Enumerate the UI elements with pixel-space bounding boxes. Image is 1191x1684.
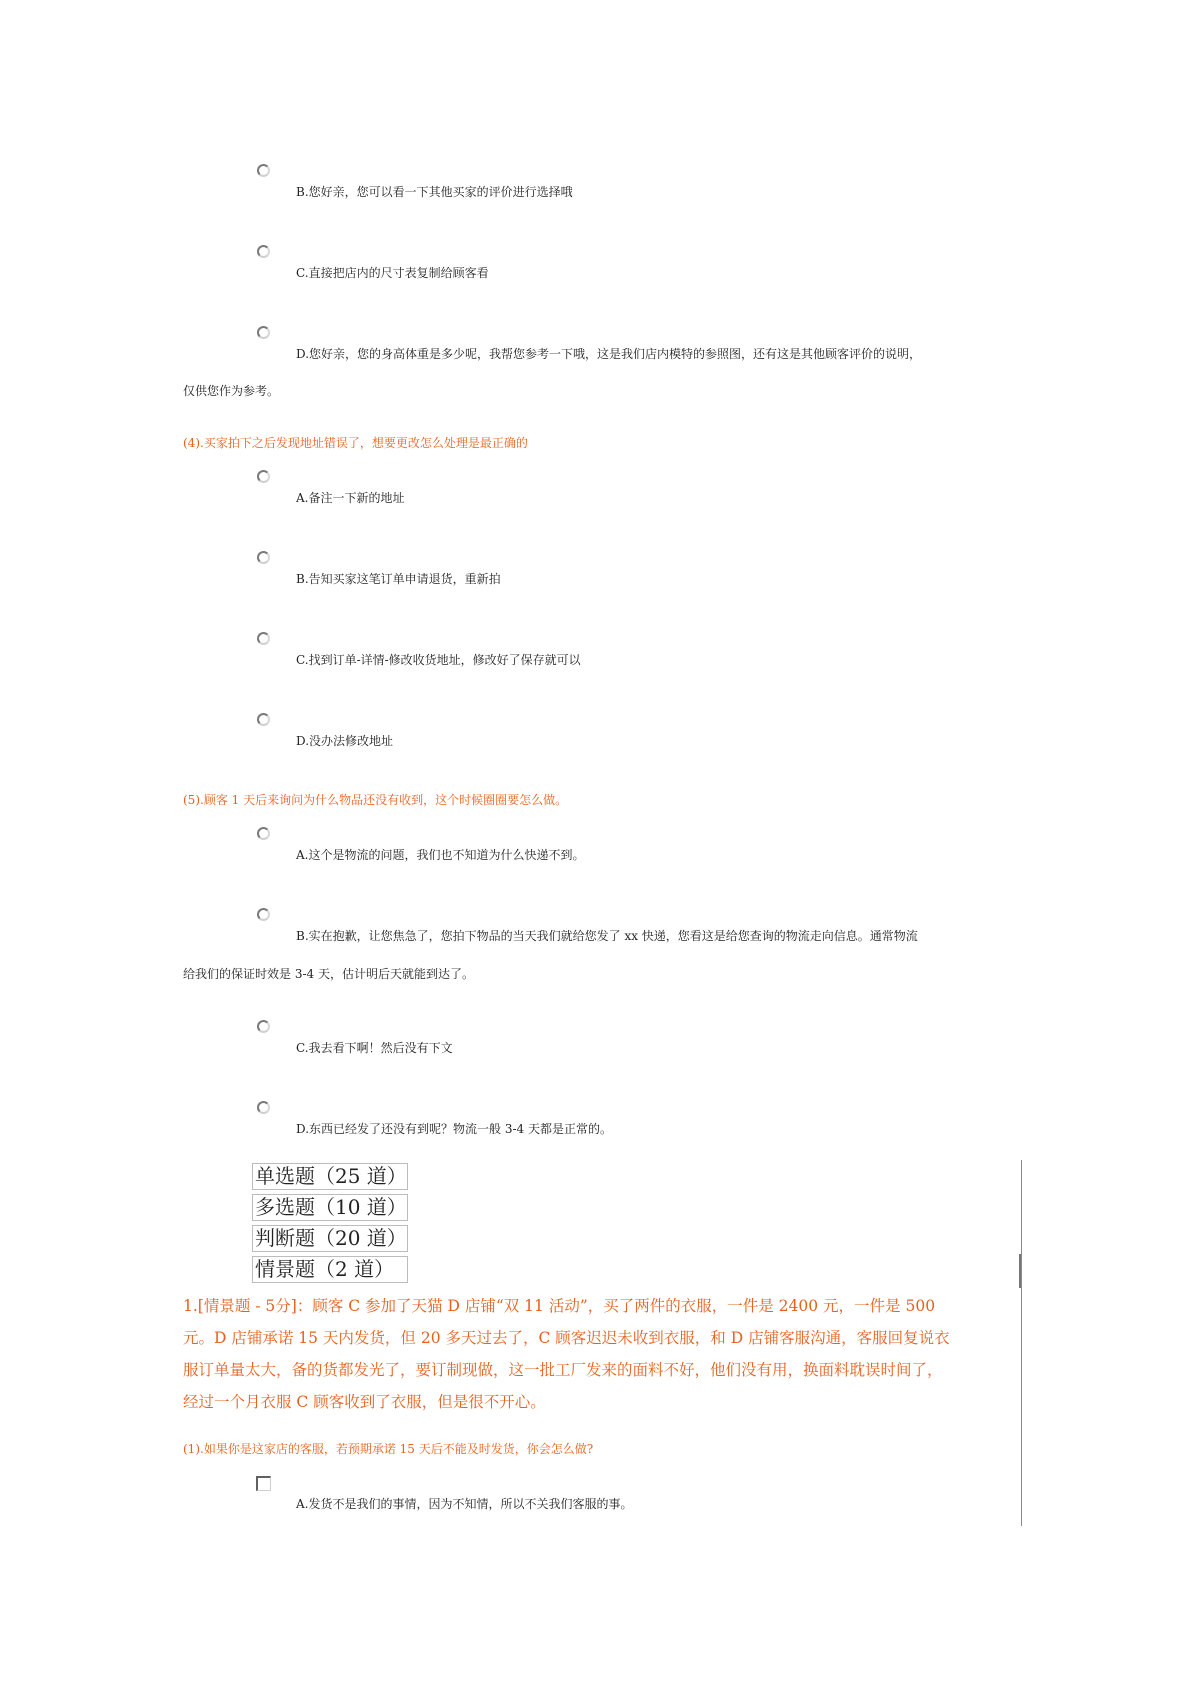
tab-single-choice[interactable]: 单选题（25 道）	[252, 1163, 408, 1190]
q3-radio-d[interactable]	[257, 326, 270, 339]
q3-radio-c[interactable]	[257, 245, 270, 258]
q5-option-b-line1: B.实在抱歉，让您焦急了，您拍下物品的当天我们就给您发了 xx 快递，您看这是给您查询的物流走向信息。通常物流	[296, 929, 918, 943]
q5-option-a: A.这个是物流的问题，我们也不知道为什么快递不到。	[296, 848, 585, 862]
q5-radio-d[interactable]	[257, 1101, 270, 1114]
scenario-option-a: A.发货不是我们的事情，因为不知情，所以不关我们客服的事。	[296, 1497, 633, 1511]
q4-radio-a[interactable]	[257, 470, 270, 483]
tab-scenario[interactable]: 情景题（2 道）	[252, 1256, 408, 1283]
q4-radio-d[interactable]	[257, 713, 270, 726]
q4-option-b: B.告知买家这笔订单申请退货，重新拍	[296, 572, 501, 586]
q3-option-c: C.直接把店内的尺寸表复制给顾客看	[296, 266, 489, 280]
q4-option-c: C.找到订单-详情-修改收货地址，修改好了保存就可以	[296, 653, 581, 667]
scenario-text-line4: 经过一个月衣服 C 顾客收到了衣服，但是很不开心。	[183, 1393, 546, 1411]
q4-option-a: A.备注一下新的地址	[296, 491, 405, 505]
q5-option-b-line2: 给我们的保证时效是 3-4 天，估计明后天就能到达了。	[183, 967, 474, 981]
q5-title: (5).顾客 1 天后来询问为什么物品还没有收到，这个时候圈圈要怎么做。	[183, 793, 568, 807]
q4-title: (4).买家拍下之后发现地址错误了，想要更改怎么处理是最正确的	[183, 436, 528, 450]
q3-option-d-line2: 仅供您作为参考。	[183, 384, 280, 398]
tab-true-false[interactable]: 判断题（20 道）	[252, 1225, 408, 1252]
scenario-sub-question: (1).如果你是这家店的客服，若预期承诺 15 天后不能及时发货，你会怎么做?	[183, 1442, 594, 1456]
q5-radio-a[interactable]	[257, 827, 270, 840]
tab-multiple-choice[interactable]: 多选题（10 道）	[252, 1194, 408, 1221]
scrollbar-thumb[interactable]	[1019, 1254, 1021, 1288]
q5-option-c: C.我去看下啊！然后没有下文	[296, 1041, 453, 1055]
q3-radio-b[interactable]	[257, 164, 270, 177]
q5-radio-c[interactable]	[257, 1020, 270, 1033]
scenario-checkbox-a[interactable]	[256, 1476, 271, 1491]
q4-radio-b[interactable]	[257, 551, 270, 564]
q4-option-d: D.没办法修改地址	[296, 734, 394, 748]
scenario-text-line2: 元。D 店铺承诺 15 天内发货，但 20 多天过去了，C 顾客迟迟未收到衣服，和 D 店铺客服沟通，客服回复说衣	[183, 1329, 950, 1347]
frame-divider	[1021, 1160, 1022, 1526]
q5-radio-b[interactable]	[257, 908, 270, 921]
q3-option-b: B.您好亲，您可以看一下其他买家的评价进行选择哦	[296, 185, 573, 199]
q5-option-d: D.东西已经发了还没有到呢？物流一般 3-4 天都是正常的。	[296, 1122, 612, 1136]
q4-radio-c[interactable]	[257, 632, 270, 645]
scenario-text-line1: 1.[情景题 - 5分]：顾客 C 参加了天猫 D 店铺“双 11 活动”，买了两件的衣服，一件是 2400 元，一件是 500	[183, 1297, 936, 1315]
scenario-text-line3: 服订单量太大，备的货都发光了，要订制现做，这一批工厂发来的面料不好，他们没有用，换面料耽误时间了，	[183, 1361, 943, 1379]
q3-option-d-line1: D.您好亲，您的身高体重是多少呢，我帮您参考一下哦，这是我们店内模特的参照图，还有这是其他顾客评价的说明，	[296, 347, 922, 361]
